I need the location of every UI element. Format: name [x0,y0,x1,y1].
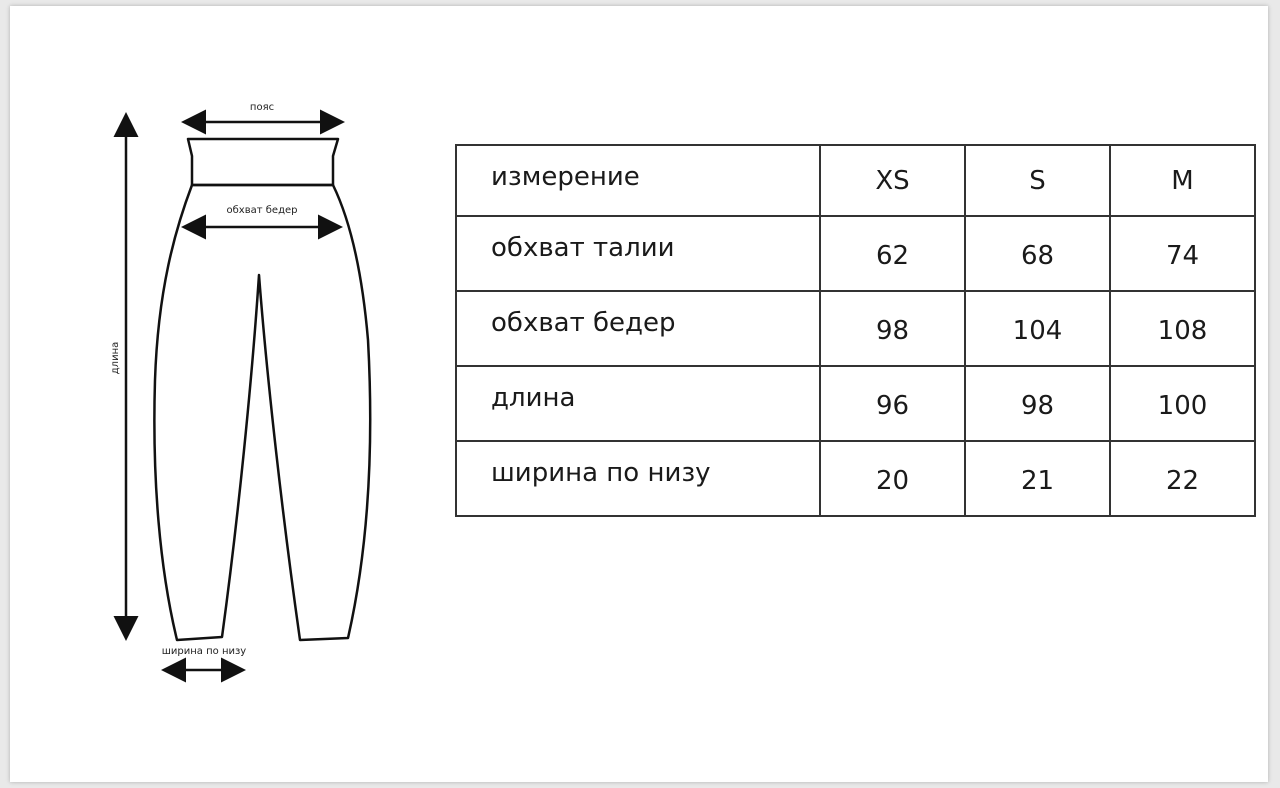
cell-s: 21 [965,441,1110,516]
waist-label: пояс [249,102,275,113]
row-label: обхват талии [456,216,820,291]
hem-label: ширина по низу [161,646,247,657]
header-measure: измерение [456,145,820,216]
table-row [456,291,1255,366]
legs-shape [154,185,370,640]
cell-m: 108 [1110,291,1255,366]
cell-xs: 96 [820,366,965,441]
cell-m: 22 [1110,441,1255,516]
table-row [456,441,1255,516]
row-label: длина [456,366,820,441]
cell-s: 104 [965,291,1110,366]
cell-xs: 98 [820,291,965,366]
pants-diagram [0,0,460,700]
table-header-row [456,145,1255,216]
cell-m: 74 [1110,216,1255,291]
cell-xs: 62 [820,216,965,291]
header-m: M [1110,145,1255,216]
cell-xs: 20 [820,441,965,516]
row-label: обхват бедер [456,291,820,366]
length-label: длина [110,341,121,375]
row-label: ширина по низу [456,441,820,516]
header-xs: XS [820,145,965,216]
cell-m: 100 [1110,366,1255,441]
cell-s: 98 [965,366,1110,441]
table-row [456,366,1255,441]
header-s: S [965,145,1110,216]
size-table [455,144,1256,517]
waistband-shape [188,139,338,185]
hip-label: обхват бедер [226,205,298,216]
table-row [456,216,1255,291]
cell-s: 68 [965,216,1110,291]
